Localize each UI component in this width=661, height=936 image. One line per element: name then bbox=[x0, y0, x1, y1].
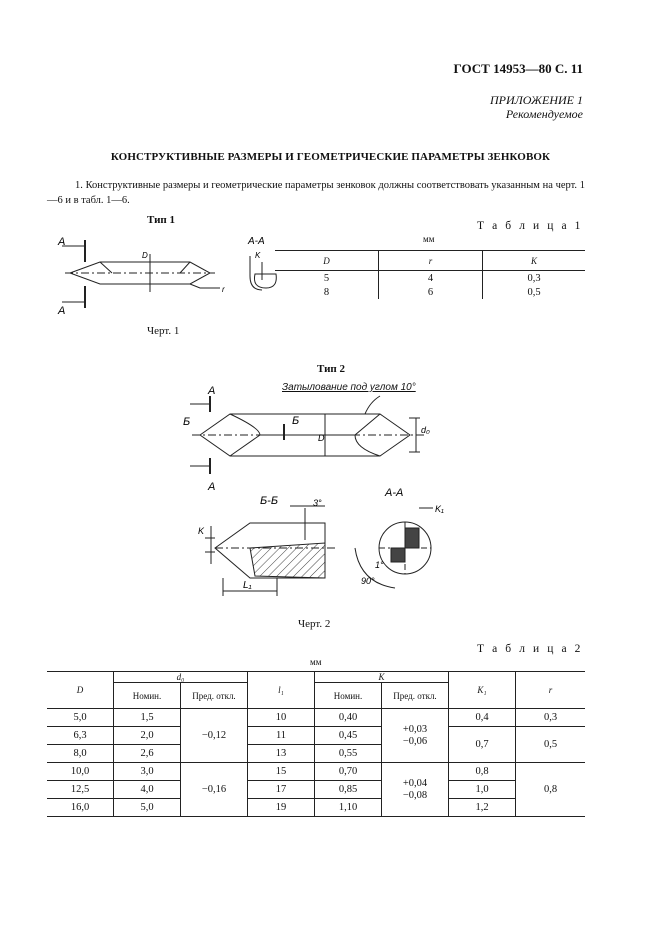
type1-mark-a-top: А bbox=[58, 236, 66, 248]
type2-mark-k: K bbox=[198, 526, 205, 536]
table2-header-k1: K₁ bbox=[449, 672, 516, 709]
appendix-status: Рекомендуемое bbox=[505, 107, 583, 121]
table-row: 16,0 5,0 19 1,10 1,2 bbox=[47, 799, 585, 817]
type2-section-bb: Б-Б bbox=[260, 495, 278, 507]
appendix-label bbox=[490, 93, 583, 121]
table1-title: Т а б л и ц а 1 bbox=[476, 220, 583, 232]
type2-section-aa: А-А bbox=[385, 488, 404, 499]
standard-header: ГОСТ 14953—80 С. 11 bbox=[453, 61, 583, 76]
table-row: 6,3 2,0 11 0,45 0,7 0,5 bbox=[47, 727, 585, 745]
table2-title: Т а б л и ц а 2 bbox=[476, 643, 583, 655]
table2-header-r: r bbox=[516, 672, 586, 709]
table1-unit: мм bbox=[423, 234, 435, 244]
table-row: 8 6 0,5 bbox=[275, 285, 585, 299]
table-row: 5 4 0,3 bbox=[275, 271, 585, 286]
table-row: 10,0 3,0 −0,16 15 0,70 +0,04 −0,08 0,8 0,8 bbox=[47, 763, 585, 781]
table2 bbox=[47, 671, 585, 817]
table2-header-d: D bbox=[47, 672, 114, 709]
table1-header-k: K bbox=[483, 251, 586, 271]
table1-header-r: r bbox=[379, 251, 483, 271]
table-row: 5,0 1,5 −0,12 10 0,40 +0,03 −0,06 0,4 0,3 bbox=[47, 709, 585, 727]
type2-side-view bbox=[180, 378, 440, 498]
table2-unit: мм bbox=[310, 657, 322, 667]
type2-angle-3: 3° bbox=[313, 498, 322, 508]
type1-mark-d: D bbox=[142, 251, 148, 260]
appendix-title: ПРИЛОЖЕНИЕ 1 bbox=[490, 93, 583, 107]
type2-mark-a-top: А bbox=[208, 385, 216, 397]
table1-header-d: D bbox=[323, 255, 330, 266]
type2-mark-r1: 1° bbox=[375, 560, 384, 570]
table2-header-k-dev: Пред. откл. bbox=[382, 683, 449, 709]
type2-mark-d: D bbox=[318, 433, 325, 443]
table2-header-k: K bbox=[315, 672, 449, 683]
type2-sections bbox=[195, 488, 450, 600]
type2-mark-d0: d₀ bbox=[421, 425, 430, 435]
table2-header-k-nom: Номин. bbox=[315, 683, 382, 709]
table-row: 8,0 2,6 13 0,55 bbox=[47, 745, 585, 763]
type1-mark-k: K bbox=[255, 251, 261, 260]
table2-header-d0-dev: Пред. откл. bbox=[181, 683, 248, 709]
section-title: КОНСТРУКТИВНЫЕ РАЗМЕРЫ И ГЕОМЕТРИЧЕСКИЕ ПАРАМЕТРЫ ЗЕНКОВОК bbox=[110, 151, 551, 163]
type1-mark-r: r bbox=[222, 285, 225, 294]
type2-angle-90: 90° bbox=[361, 576, 375, 586]
relief-note: Затылование под углом 10° bbox=[282, 382, 416, 393]
table1 bbox=[275, 250, 585, 299]
type2-mark-b-right: Б bbox=[292, 415, 300, 427]
figure2-caption: Черт. 2 bbox=[298, 618, 331, 630]
intro-paragraph: 1. Конструктивные размеры и геометрические параметры зенковок должны соответствовать указанным на черт. 1—6 и в табл. 1—6. bbox=[47, 180, 585, 206]
type2-label: Тип 2 bbox=[317, 363, 345, 375]
type2-mark-b-left: Б bbox=[183, 416, 191, 428]
type1-mark-a-bottom: А bbox=[58, 305, 66, 317]
type2-mark-l1: L₁ bbox=[243, 580, 252, 591]
table-row: 12,5 4,0 17 0,85 1,0 bbox=[47, 781, 585, 799]
figure1-caption: Черт. 1 bbox=[147, 325, 180, 337]
type2-mark-k1: K₁ bbox=[435, 504, 444, 514]
table2-header-l1: l₁ bbox=[248, 672, 315, 709]
type2-mark-a-bottom: А bbox=[208, 481, 216, 493]
table2-header-d0-nom: Номин. bbox=[114, 683, 181, 709]
type1-label: Тип 1 bbox=[147, 214, 175, 226]
type1-section-label: А-А bbox=[248, 236, 265, 247]
table2-header-d0: d₀ bbox=[114, 672, 248, 683]
type1-drawing bbox=[40, 228, 280, 320]
